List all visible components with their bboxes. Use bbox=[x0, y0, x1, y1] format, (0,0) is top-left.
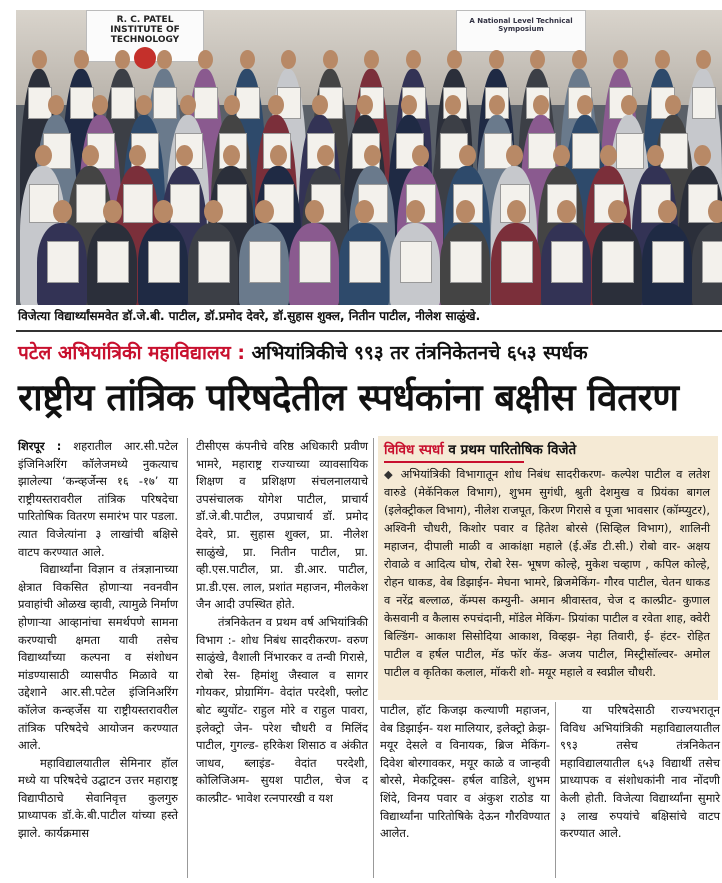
student-head bbox=[621, 95, 637, 115]
student-head bbox=[35, 145, 52, 166]
certificate bbox=[70, 87, 95, 119]
student-head bbox=[180, 95, 196, 115]
winners-list bbox=[384, 466, 710, 682]
paragraph bbox=[18, 438, 178, 561]
certificate bbox=[349, 241, 381, 283]
student-head bbox=[506, 145, 523, 166]
student-head bbox=[665, 95, 681, 115]
certificate bbox=[47, 241, 79, 283]
certificate bbox=[660, 133, 687, 169]
student-head bbox=[447, 50, 462, 69]
students-crowd bbox=[16, 50, 722, 305]
certificate bbox=[249, 241, 281, 283]
certificate bbox=[702, 241, 722, 283]
student-head bbox=[557, 200, 576, 223]
student-head bbox=[223, 145, 240, 166]
student-head bbox=[92, 95, 108, 115]
student-head bbox=[459, 145, 476, 166]
student-head bbox=[136, 95, 152, 115]
certificate bbox=[528, 133, 555, 169]
student-head bbox=[412, 145, 429, 166]
student-head bbox=[507, 200, 526, 223]
student-head bbox=[317, 145, 334, 166]
student-head bbox=[115, 50, 130, 69]
student-head bbox=[281, 50, 296, 69]
student-head bbox=[357, 95, 373, 115]
certificate bbox=[123, 184, 153, 223]
student-head bbox=[406, 200, 425, 223]
diamond-bullet-icon: ◆ bbox=[384, 468, 395, 481]
banner-line1: R. C. PATEL bbox=[116, 15, 174, 25]
paragraph: या परिषदेसाठी राज्यभरातून विविध अभियांत्रिकी महाविद्यालयातील ९९३ तसेच तंत्रनिकेतन महाविद्यालयातील ६५३ विद्यार्थी तसेच प्राध्यापक व संशोधकांनी नाव नोंदणी केली होती. विजेत्या विद्यार्थ्यांना सुमारे ३ लाख रुपयांचे बक्षिसांचे वाटप करण्यात आले. bbox=[560, 703, 720, 841]
certificate bbox=[602, 241, 634, 283]
student-head bbox=[572, 50, 587, 69]
winners-box-title-red: विविध स्पर्धा bbox=[384, 442, 444, 458]
certificate bbox=[153, 87, 178, 119]
student-head bbox=[600, 145, 617, 166]
certificate bbox=[170, 184, 200, 223]
certificate bbox=[450, 241, 482, 283]
certificate bbox=[501, 241, 533, 283]
student-head bbox=[364, 145, 381, 166]
student-head bbox=[154, 200, 173, 223]
certificate bbox=[692, 87, 717, 119]
student-head bbox=[82, 145, 99, 166]
certificate bbox=[616, 133, 643, 169]
participant-count: अभियांत्रिकीचे ९९३ तर तंत्रनिकेतनचे ६५३ स्पर्धक bbox=[245, 342, 588, 364]
college-name: पटेल अभियांत्रिकी महाविद्यालय : bbox=[18, 342, 246, 364]
student-head bbox=[533, 95, 549, 115]
student-head bbox=[456, 200, 475, 223]
student-head bbox=[647, 145, 664, 166]
student-head bbox=[103, 200, 122, 223]
student-head bbox=[401, 95, 417, 115]
student-head bbox=[305, 200, 324, 223]
student-head bbox=[32, 50, 47, 69]
student-head bbox=[355, 200, 374, 223]
student-head bbox=[489, 95, 505, 115]
winners-box bbox=[378, 436, 718, 700]
certificate bbox=[76, 184, 106, 223]
student-head bbox=[176, 145, 193, 166]
student-head bbox=[53, 200, 72, 223]
winners-text: अभियांत्रिकी विभागातून शोध निबंध सादरीकरण- कल्पेश पाटील व लतेश वारुडे (मेकॅनिकल विभाग), शुभम सुगंधी, श्रुती देशमुख व प्रियंका बागल (इलेक्ट्रीकल विभाग), नीलेश राजपूत, किरण गिरासे व पूजा भावसार (कॉम्प्युटर), अश्विनी चौधरी, किशोर पवार व हितेश बोरसे (सिव्हिल विभाग), शालिनी महाजन, दीपाली माळी व आकांक्षा महाले (ई.ॲंड टी.सी.) रोबो वार- अक्षय रोवाळे व आदित्य घोष, रोबो रेस- भूषण कोल्हे, मुकेश चव्हाण , कपिल कोल्हे, रोहन धाकड, वेब डिझाईन- मेघना भामरे, ब्रिजमेकिंग- गौरव पाटील, चेतन धाकड व नरेंद्र बल्लाळ, कॅम्पस कम्युनी- अमान श्रीवास्तव, चेज द काल्प्रीट- कुणाल केसवानी व कैलास रुपचंदानी, मॉडेल मेकिंग- प्रियांका पाटील व रवेता शाह, क्वेरी बिल्डिंग- आकाश सिसोदिया आकाश, विव्हझ- नेहा तिवारी, ई- हंटर- रोहित पाटील व हर्षल पाटील, मॅड फॉर कॅड- अजय पाटील, मिस्ट्रीसॉल्वर- अमोल पाटील व कृतिका कलाल, मॉकरी शो- मयूर महाले व स्वप्नील चौधरी. bbox=[384, 468, 710, 679]
paragraph: महाविद्यालयातील सेमिनार हॉल मध्ये या परिषदेचे उद्घाटन उत्तर महाराष्ट्र विद्यापीठाचे सेवानिवृत्त कुलगुरु प्राध्यापक डॉ.के.बी.पाटील यांच्या हस्ते झाले. कार्यक्रमास bbox=[18, 755, 178, 841]
student-head bbox=[268, 95, 284, 115]
group-photo bbox=[16, 10, 722, 305]
photo-caption: विजेत्या विद्यार्थ्यांसमवेत डॉ.जे.बी. पाटील, डॉ.प्रमोद देवरे, डॉ.सुहास शुक्ल, नितीन पाटील, नीलेश साळुंखे. bbox=[18, 309, 481, 323]
column-divider bbox=[373, 438, 374, 878]
student-head bbox=[323, 50, 338, 69]
article-column-2 bbox=[196, 438, 368, 807]
student-head bbox=[530, 50, 545, 69]
paragraph: विद्यार्थ्यांना विज्ञान व तंत्रज्ञानाच्या क्षेत्रात विकसित होणाऱ्या नवनवीन प्रवाहांची ओळख व्हावी, त्यामुळे निर्माण होणाऱ्या आव्हानांचा समर्थपणे सामना करण्याची क्षमता यावी तसेच विद्यार्थ्यांच्या कल्पना व संशोधन मांडण्यासाठी व्यासपीठ मिळावे या उद्देशाने आर.सी.पटेल इंजिनिअरिंग कॉलेज कन्व्हर्जेस या राष्ट्रीयस्तरावरील तांत्रिक परिषदेचे आयोजन करण्यात आले. bbox=[18, 562, 178, 753]
column-divider bbox=[187, 438, 188, 878]
symposium-banner: A National Level Technical Symposium bbox=[456, 10, 586, 52]
certificate bbox=[652, 241, 684, 283]
student-head bbox=[74, 50, 89, 69]
paragraph: तंत्रनिकेतन व प्रथम वर्ष अभियांत्रिकी विभाग :- शोध निबंध सादरीकरण- वरुण साळुंखे, वैशाली निंभारकर व तन्वी गिरासे, रोबो रेस- हिमांशु जैस्वाल व सागर गोयकर, प्रोग्रामिंग- वेदांत परदेशी, फ्लोट बोट ब्युयोंट- राहुल मोरे व राहुल पावरा, इलेक्ट्रो जेन- परेश चौधरी व मिलिंद पाटील, गुगल्ड- हरिकेश शिसाठ व अंकीत जाधव, ब्लाइंड- वेदांत परदेशी, कोलिजिअम- सुयश पाटील, चेज द काल्प्रीट- भावेश रत्नपारखी व यश bbox=[196, 614, 368, 805]
student-head bbox=[204, 200, 223, 223]
student-head bbox=[658, 200, 677, 223]
dateline: शिरपूर : bbox=[18, 439, 62, 453]
certificate bbox=[400, 241, 432, 283]
divider bbox=[16, 330, 722, 332]
page-title: राष्ट्रीय तांत्रिक परिषदेतील स्पर्धकांना बक्षीस वितरण bbox=[18, 376, 679, 419]
paragraph: पाटील, हॉट किजझ कल्याणी महाजन, वेब डिझाईन- यश मालियार, इलेक्ट्रो क्रेझ- मयूर देसले व विनायक, ब्रिज मेकिंग- दिवेश बोरगावकर, मयूर काळे व जान्हवी बोरसे, मेकट्रिक्स- हर्षल वाडिले, शुभम शिंदे, विनय पवार व अंकुश राठोड या विद्यार्थ्यांना पारितोषिके देऊन गौरविण्यात आलेत. bbox=[380, 703, 550, 841]
student-head bbox=[696, 50, 711, 69]
certificate bbox=[111, 87, 136, 119]
certificate bbox=[198, 241, 230, 283]
student-head bbox=[48, 95, 64, 115]
certificate bbox=[299, 241, 331, 283]
student-head bbox=[240, 50, 255, 69]
student-head bbox=[364, 50, 379, 69]
student-head bbox=[613, 50, 628, 69]
certificate bbox=[551, 241, 583, 283]
certificate bbox=[572, 133, 599, 169]
paragraph-text: शहरातील आर.सी.पटेल इंजिनिअरिंग कॉलेजमध्ये नुकत्याच झालेल्या ‘कन्व्हर्जेन्स १६ -१७’ या राष्ट्रीयस्तरावरील तांत्रिक परिषदेचा पारितोषिक वितरण समारंभ पार पडला. त्यात विजेत्यांना ३ लाखांची बक्षिसे वाटप करण्यात आले. bbox=[18, 439, 178, 559]
student-head bbox=[553, 145, 570, 166]
student-head bbox=[224, 95, 240, 115]
title-underline bbox=[384, 461, 524, 463]
student-head bbox=[312, 95, 328, 115]
student-head bbox=[445, 95, 461, 115]
paragraph: टीसीएस कंपनीचे वरिष्ठ अधिकारी प्रवीण भामरे, महाराष्ट्र राज्याच्या व्यावसायिक शिक्षण व प्रशिक्षण संचलनालयाचे उपसंचालक योगेश पाटील, प्राचार्य डॉ.जे.बी.पाटील, उपप्राचार्य डॉ. प्रमोद देवरे, प्रा. सुहास शुक्ल, प्रा. नीलेश साळुंखे, प्रा. नितीन पाटील, प्रा. व्ही.एस.पाटील, प्रा. डी.आर. पाटील, प्रा.डी.एस. लाल, प्रशांत महाजन, मीलकेश जैन आदी उपस्थित होते. bbox=[196, 439, 368, 612]
student-head bbox=[270, 145, 287, 166]
column-divider bbox=[555, 702, 556, 878]
certificate bbox=[97, 241, 129, 283]
student-head bbox=[608, 200, 627, 223]
student-head bbox=[198, 50, 213, 69]
article-column-4 bbox=[560, 702, 720, 843]
student-head bbox=[129, 145, 146, 166]
student-head bbox=[577, 95, 593, 115]
student-head bbox=[489, 50, 504, 69]
banner-line2: INSTITUTE OF TECHNOLOGY bbox=[110, 25, 180, 45]
subheadline bbox=[18, 338, 722, 368]
certificate bbox=[194, 87, 219, 119]
article-column-3 bbox=[380, 702, 550, 843]
student-head bbox=[655, 50, 670, 69]
student-head bbox=[406, 50, 421, 69]
student-head bbox=[157, 50, 172, 69]
article-column-1 bbox=[18, 438, 178, 843]
certificate bbox=[148, 241, 180, 283]
student-head bbox=[694, 145, 711, 166]
winners-box-title-rest: व प्रथम पारितोषिक विजेते bbox=[443, 442, 577, 458]
student-head bbox=[255, 200, 274, 223]
winners-box-title bbox=[384, 440, 576, 458]
